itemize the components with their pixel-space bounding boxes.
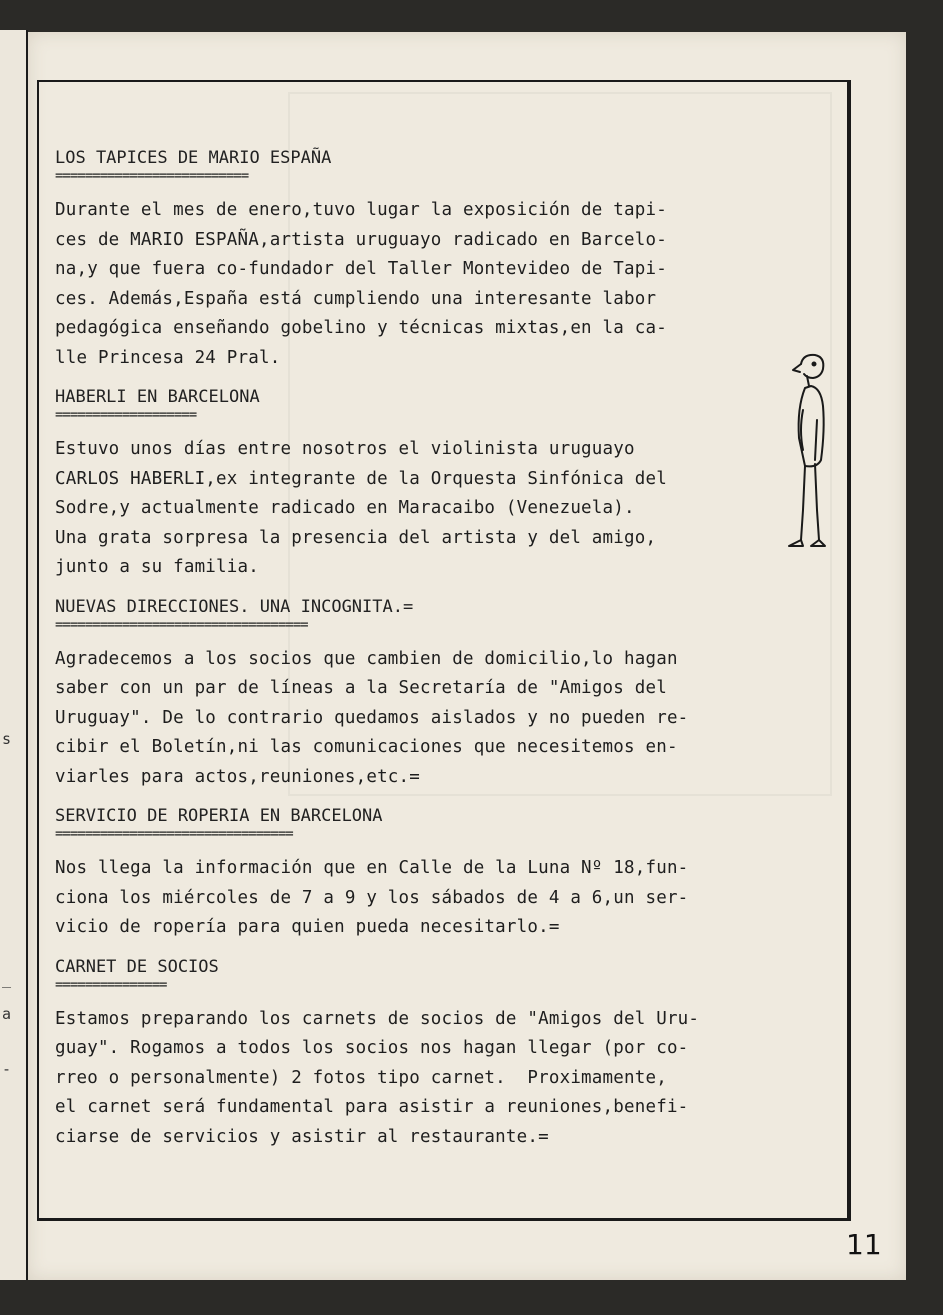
left-page-fragment: s bbox=[2, 730, 12, 748]
body-line: Durante el mes de enero,tuvo lugar la exposición de tapi- bbox=[55, 200, 667, 220]
page-number: 11 bbox=[846, 1228, 882, 1261]
body-line: vicio de ropería para quien pueda necesitarlo.= bbox=[55, 917, 560, 937]
body-line: rreo o personalmente) 2 fotos tipo carnet. Proximamente, bbox=[55, 1067, 667, 1088]
body-line: ciarse de servicios y asistir al restaurante.= bbox=[55, 1126, 549, 1147]
section-tapices bbox=[55, 146, 825, 373]
left-page-fragment: a bbox=[2, 1005, 12, 1023]
page-frame-edge bbox=[847, 80, 851, 1220]
body-line: ciona los miércoles de 7 a 9 y los sábados de 4 a 6,un ser- bbox=[55, 887, 689, 908]
body-line: junto a su familia. bbox=[55, 557, 259, 577]
body-line: guay". Rogamos a todos los socios nos hagan llegar (por co- bbox=[55, 1038, 689, 1058]
section-haberli bbox=[55, 385, 825, 583]
section-heading: NUEVAS DIRECCIONES. UNA INCOGNITA.= bbox=[55, 596, 414, 617]
section-heading: HABERLI EN BARCELONA bbox=[55, 387, 260, 407]
heading-underline: ================================ bbox=[55, 826, 293, 842]
body-line: Una grata sorpresa la presencia del artista y del amigo, bbox=[55, 527, 657, 548]
body-line: lle Princesa 24 Pral. bbox=[55, 347, 281, 368]
heading-underline: ================================== bbox=[55, 616, 308, 633]
section-heading: SERVICIO DE ROPERIA EN BARCELONA bbox=[55, 806, 383, 826]
body-line: Sodre,y actualmente radicado en Maracaibo (Venezuela). bbox=[55, 498, 635, 518]
section-body bbox=[55, 854, 825, 943]
section-body bbox=[55, 645, 825, 793]
section-heading: LOS TAPICES DE MARIO ESPAÑA bbox=[55, 148, 332, 168]
body-line: saber con un par de líneas a la Secretaría de "Amigos del bbox=[55, 678, 667, 698]
section-body bbox=[55, 435, 825, 583]
body-line: Uruguay". De lo contrario quedamos aislados y no pueden re- bbox=[55, 707, 689, 728]
left-page-fragment: _ bbox=[2, 970, 12, 988]
heading-underline: ========================== bbox=[55, 168, 249, 184]
body-line: na,y que fuera co-fundador del Taller Montevideo de Tapi- bbox=[55, 259, 667, 279]
document-page bbox=[28, 32, 906, 1280]
section-heading: CARNET DE SOCIOS bbox=[55, 956, 219, 977]
left-page-edge bbox=[0, 30, 28, 1280]
body-line: Nos llega la información que en Calle de la Luna Nº 18,fun- bbox=[55, 858, 689, 878]
section-body bbox=[55, 1005, 825, 1153]
section-direcciones bbox=[55, 595, 825, 793]
body-line: Estuvo unos días entre nosotros el violinista uruguayo bbox=[55, 439, 635, 459]
section-body bbox=[55, 196, 825, 373]
section-roperia bbox=[55, 804, 825, 943]
body-line: viarles para actos,reuniones,etc.= bbox=[55, 766, 421, 787]
heading-underline: =================== bbox=[55, 407, 197, 423]
bulletin-content bbox=[55, 146, 825, 1164]
body-line: cibir el Boletín,ni las comunicaciones que necesitemos en- bbox=[55, 737, 678, 757]
body-line: ces de MARIO ESPAÑA,artista uruguayo radicado en Barcelo- bbox=[55, 229, 667, 250]
body-line: el carnet será fundamental para asistir a reuniones,benefi- bbox=[55, 1097, 689, 1117]
heading-underline: =============== bbox=[55, 976, 167, 993]
left-page-fragment: - bbox=[2, 1060, 12, 1078]
body-line: Estamos preparando los carnets de socios de "Amigos del Uru- bbox=[55, 1008, 700, 1029]
standing-man-cartoon-icon bbox=[785, 350, 835, 560]
section-carnet bbox=[55, 955, 825, 1153]
body-line: pedagógica enseñando gobelino y técnicas mixtas,en la ca- bbox=[55, 318, 667, 338]
body-line: Agradecemos a los socios que cambien de domicilio,lo hagan bbox=[55, 648, 678, 669]
body-line: ces. Además,España está cumpliendo una interesante labor bbox=[55, 288, 657, 309]
body-line: CARLOS HABERLI,ex integrante de la Orquesta Sinfónica del bbox=[55, 468, 667, 489]
